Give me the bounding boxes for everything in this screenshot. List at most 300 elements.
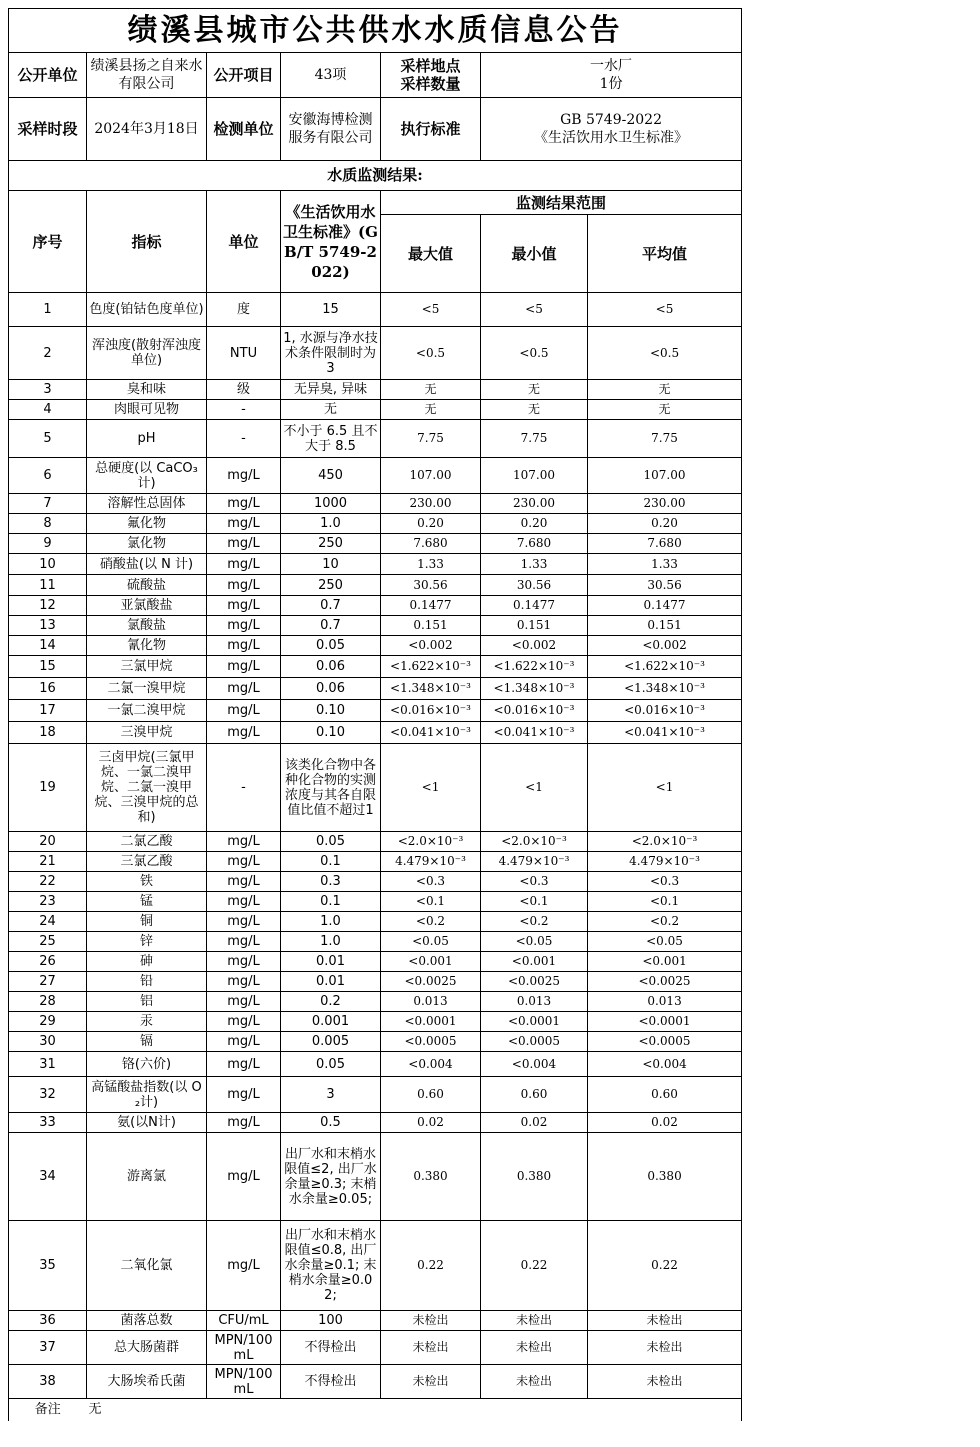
table-row: [9, 494, 742, 514]
min-cell: 30.56: [481, 575, 588, 596]
avg-cell: 0.22: [588, 1221, 742, 1311]
table-row: [9, 380, 742, 400]
min-cell: <0.002: [481, 636, 588, 656]
min-cell: <1.348×10⁻³: [481, 678, 588, 700]
min-cell: <0.0005: [481, 1032, 588, 1052]
max-cell: <2.0×10⁻³: [381, 832, 481, 852]
col-avg-header: 平均值: [588, 215, 742, 293]
seq-cell: 32: [9, 1077, 87, 1113]
min-cell: 未检出: [481, 1331, 588, 1365]
item-cell: 大肠埃希氏菌: [87, 1365, 207, 1399]
standard-cell: 1.0: [281, 514, 381, 534]
seq-cell: 29: [9, 1012, 87, 1032]
avg-cell: <0.2: [588, 912, 742, 932]
table-row: [9, 1012, 742, 1032]
min-cell: 7.680: [481, 534, 588, 554]
item-cell: 肉眼可见物: [87, 400, 207, 420]
table-row: [9, 420, 742, 458]
standard-cell: 出厂水和末梢水限值≤2, 出厂水余量≥0.3; 末梢水余量≥0.05;: [281, 1133, 381, 1221]
seq-cell: 34: [9, 1133, 87, 1221]
max-cell: 0.013: [381, 992, 481, 1012]
seq-cell: 12: [9, 596, 87, 616]
unit-cell: mg/L: [207, 1052, 281, 1077]
table-row: [9, 832, 742, 852]
standard-cell: 0.10: [281, 722, 381, 744]
standard-cell: 0.01: [281, 952, 381, 972]
min-cell: 未检出: [481, 1365, 588, 1399]
max-cell: 230.00: [381, 494, 481, 514]
seq-cell: 14: [9, 636, 87, 656]
items-label: 公开项目: [207, 53, 281, 98]
unit-cell: mg/L: [207, 912, 281, 932]
min-cell: <0.05: [481, 932, 588, 952]
avg-cell: <1: [588, 744, 742, 832]
unit-cell: -: [207, 420, 281, 458]
standard-cell: 0.1: [281, 892, 381, 912]
min-cell: 0.02: [481, 1113, 588, 1133]
standard-cell: 不得检出: [281, 1331, 381, 1365]
seq-cell: 23: [9, 892, 87, 912]
avg-cell: 30.56: [588, 575, 742, 596]
item-cell: 锰: [87, 892, 207, 912]
table-row: [9, 912, 742, 932]
seq-cell: 35: [9, 1221, 87, 1311]
item-cell: 臭和味: [87, 380, 207, 400]
seq-cell: 5: [9, 420, 87, 458]
unit-cell: mg/L: [207, 722, 281, 744]
item-cell: 砷: [87, 952, 207, 972]
item-cell: 铝: [87, 992, 207, 1012]
avg-cell: 未检出: [588, 1311, 742, 1331]
table-row: [9, 514, 742, 534]
seq-cell: 37: [9, 1331, 87, 1365]
col-max-header: 最大值: [381, 215, 481, 293]
table-row: [9, 1331, 742, 1365]
seq-cell: 36: [9, 1311, 87, 1331]
standard-cell: 不小于 6.5 且不大于 8.5: [281, 420, 381, 458]
avg-cell: 230.00: [588, 494, 742, 514]
unit-cell: 度: [207, 293, 281, 327]
min-cell: <0.016×10⁻³: [481, 700, 588, 722]
min-cell: <0.0001: [481, 1012, 588, 1032]
unit-cell: mg/L: [207, 494, 281, 514]
item-cell: 溶解性总固体: [87, 494, 207, 514]
min-cell: <0.041×10⁻³: [481, 722, 588, 744]
seq-cell: 8: [9, 514, 87, 534]
max-cell: 0.380: [381, 1133, 481, 1221]
standard-cell: 0.2: [281, 992, 381, 1012]
standard-cell: 10: [281, 554, 381, 575]
max-cell: 0.20: [381, 514, 481, 534]
col-seq-header: 序号: [9, 191, 87, 293]
table-row: [9, 744, 742, 832]
max-cell: 7.75: [381, 420, 481, 458]
avg-cell: 0.02: [588, 1113, 742, 1133]
standard-cell: 0.7: [281, 596, 381, 616]
max-cell: 1.33: [381, 554, 481, 575]
table-row: [9, 293, 742, 327]
unit-cell: mg/L: [207, 514, 281, 534]
unit-cell: NTU: [207, 327, 281, 380]
unit-cell: mg/L: [207, 534, 281, 554]
standard-cell: 3: [281, 1077, 381, 1113]
item-cell: 游离氯: [87, 1133, 207, 1221]
table-row: [9, 892, 742, 912]
col-unit-header: 单位: [207, 191, 281, 293]
avg-cell: 0.60: [588, 1077, 742, 1113]
max-cell: 7.680: [381, 534, 481, 554]
min-cell: <1.622×10⁻³: [481, 656, 588, 678]
min-cell: 0.013: [481, 992, 588, 1012]
unit-cell: MPN/100mL: [207, 1365, 281, 1399]
item-cell: 色度(铂钴色度单位): [87, 293, 207, 327]
avg-cell: <1.622×10⁻³: [588, 656, 742, 678]
max-cell: <5: [381, 293, 481, 327]
item-cell: 硝酸盐(以 N 计): [87, 554, 207, 575]
col-min-header: 最小值: [481, 215, 588, 293]
table-row: [9, 932, 742, 952]
table-row: [9, 872, 742, 892]
standard-cell: 100: [281, 1311, 381, 1331]
unit-cell: mg/L: [207, 932, 281, 952]
col-standard-header: 《生活饮用水卫生标准》(GB/T 5749-2022): [281, 191, 381, 293]
seq-cell: 22: [9, 872, 87, 892]
publisher-label: 公开单位: [9, 53, 87, 98]
max-cell: <0.05: [381, 932, 481, 952]
table-row: [9, 1133, 742, 1221]
min-cell: 0.22: [481, 1221, 588, 1311]
unit-cell: mg/L: [207, 656, 281, 678]
unit-cell: mg/L: [207, 852, 281, 872]
unit-cell: -: [207, 400, 281, 420]
water-quality-table: [8, 8, 742, 1421]
item-cell: 铁: [87, 872, 207, 892]
min-cell: 0.151: [481, 616, 588, 636]
item-cell: 一氯二溴甲烷: [87, 700, 207, 722]
avg-cell: 1.33: [588, 554, 742, 575]
unit-cell: 级: [207, 380, 281, 400]
max-cell: <0.0005: [381, 1032, 481, 1052]
max-cell: 4.479×10⁻³: [381, 852, 481, 872]
standard-cell: 0.1: [281, 852, 381, 872]
item-cell: 三氯甲烷: [87, 656, 207, 678]
avg-cell: 7.680: [588, 534, 742, 554]
standard-cell: 无异臭, 异味: [281, 380, 381, 400]
avg-cell: <0.001: [588, 952, 742, 972]
min-cell: <0.0025: [481, 972, 588, 992]
avg-cell: 7.75: [588, 420, 742, 458]
standard-cell: 0.05: [281, 636, 381, 656]
item-cell: 铜: [87, 912, 207, 932]
seq-cell: 24: [9, 912, 87, 932]
min-cell: 无: [481, 400, 588, 420]
avg-cell: 0.20: [588, 514, 742, 534]
seq-cell: 19: [9, 744, 87, 832]
min-cell: <0.2: [481, 912, 588, 932]
item-cell: 氰化物: [87, 636, 207, 656]
min-cell: 7.75: [481, 420, 588, 458]
seq-cell: 18: [9, 722, 87, 744]
table-row: [9, 616, 742, 636]
sampling-site-value: 一水厂 1份: [481, 53, 742, 98]
max-cell: 未检出: [381, 1331, 481, 1365]
item-cell: 铬(六价): [87, 1052, 207, 1077]
unit-cell: mg/L: [207, 700, 281, 722]
max-cell: <1: [381, 744, 481, 832]
avg-cell: <0.0005: [588, 1032, 742, 1052]
unit-cell: mg/L: [207, 458, 281, 494]
seq-cell: 31: [9, 1052, 87, 1077]
max-cell: <0.002: [381, 636, 481, 656]
max-cell: 0.02: [381, 1113, 481, 1133]
avg-cell: <0.0001: [588, 1012, 742, 1032]
item-cell: 镉: [87, 1032, 207, 1052]
testing-org-label: 检测单位: [207, 98, 281, 161]
table-row: [9, 992, 742, 1012]
unit-cell: -: [207, 744, 281, 832]
item-cell: 亚氯酸盐: [87, 596, 207, 616]
table-row: [9, 952, 742, 972]
unit-cell: mg/L: [207, 1133, 281, 1221]
unit-cell: MPN/100mL: [207, 1331, 281, 1365]
seq-cell: 4: [9, 400, 87, 420]
min-cell: <0.5: [481, 327, 588, 380]
item-cell: 氯化物: [87, 534, 207, 554]
seq-cell: 2: [9, 327, 87, 380]
avg-cell: <1.348×10⁻³: [588, 678, 742, 700]
unit-cell: mg/L: [207, 1221, 281, 1311]
standard-cell: 0.05: [281, 832, 381, 852]
item-cell: pH: [87, 420, 207, 458]
table-row: [9, 636, 742, 656]
standard-cell: 0.5: [281, 1113, 381, 1133]
standard-cell: 0.05: [281, 1052, 381, 1077]
avg-cell: 无: [588, 380, 742, 400]
item-cell: 菌落总数: [87, 1311, 207, 1331]
note-row: [9, 1399, 742, 1421]
table-row: [9, 722, 742, 744]
standard-cell: 不得检出: [281, 1365, 381, 1399]
item-cell: 二氧化氯: [87, 1221, 207, 1311]
min-cell: 0.60: [481, 1077, 588, 1113]
seq-cell: 13: [9, 616, 87, 636]
unit-cell: mg/L: [207, 636, 281, 656]
table-row: [9, 327, 742, 380]
avg-cell: 0.013: [588, 992, 742, 1012]
standard-cell: 250: [281, 575, 381, 596]
min-cell: 0.1477: [481, 596, 588, 616]
publisher-value: 绩溪县扬之自来水有限公司: [87, 53, 207, 98]
avg-cell: <2.0×10⁻³: [588, 832, 742, 852]
min-cell: <0.3: [481, 872, 588, 892]
max-cell: 0.151: [381, 616, 481, 636]
section-title: 水质监测结果:: [9, 161, 742, 191]
standard-cell: 450: [281, 458, 381, 494]
avg-cell: <5: [588, 293, 742, 327]
table-row: [9, 852, 742, 872]
min-cell: 0.20: [481, 514, 588, 534]
standard-cell: 1.0: [281, 912, 381, 932]
unit-cell: mg/L: [207, 575, 281, 596]
item-cell: 汞: [87, 1012, 207, 1032]
standard-cell: 1, 水源与净水技术条件限制时为 3: [281, 327, 381, 380]
avg-cell: <0.5: [588, 327, 742, 380]
item-cell: 二氯一溴甲烷: [87, 678, 207, 700]
item-cell: 锌: [87, 932, 207, 952]
unit-cell: mg/L: [207, 1032, 281, 1052]
standard-cell: 0.3: [281, 872, 381, 892]
note-value: 无: [87, 1399, 742, 1421]
max-cell: <0.3: [381, 872, 481, 892]
item-cell: 浑浊度(散射浑浊度单位): [87, 327, 207, 380]
item-cell: 铅: [87, 972, 207, 992]
table-row: [9, 656, 742, 678]
standard-cell: 1000: [281, 494, 381, 514]
max-cell: 0.60: [381, 1077, 481, 1113]
unit-cell: mg/L: [207, 892, 281, 912]
table-row: [9, 458, 742, 494]
unit-cell: mg/L: [207, 832, 281, 852]
max-cell: <0.0001: [381, 1012, 481, 1032]
avg-cell: 0.151: [588, 616, 742, 636]
min-cell: 230.00: [481, 494, 588, 514]
seq-cell: 28: [9, 992, 87, 1012]
seq-cell: 20: [9, 832, 87, 852]
max-cell: 0.1477: [381, 596, 481, 616]
unit-cell: CFU/mL: [207, 1311, 281, 1331]
unit-cell: mg/L: [207, 596, 281, 616]
min-cell: 0.380: [481, 1133, 588, 1221]
unit-cell: mg/L: [207, 554, 281, 575]
standard-cell: 15: [281, 293, 381, 327]
seq-cell: 1: [9, 293, 87, 327]
table-row: [9, 1052, 742, 1077]
min-cell: 1.33: [481, 554, 588, 575]
standard-value: GB 5749-2022 《生活饮用水卫生标准》: [481, 98, 742, 161]
seq-cell: 6: [9, 458, 87, 494]
standard-cell: 250: [281, 534, 381, 554]
max-cell: <0.001: [381, 952, 481, 972]
seq-cell: 33: [9, 1113, 87, 1133]
item-cell: 氨(以N计): [87, 1113, 207, 1133]
standard-cell: 该类化合物中各种化合物的实测浓度与其各自限值比值不超过1: [281, 744, 381, 832]
min-cell: <2.0×10⁻³: [481, 832, 588, 852]
table-row: [9, 700, 742, 722]
unit-cell: mg/L: [207, 616, 281, 636]
max-cell: 无: [381, 380, 481, 400]
seq-cell: 9: [9, 534, 87, 554]
max-cell: <1.622×10⁻³: [381, 656, 481, 678]
standard-cell: 出厂水和末梢水限值≤0.8, 出厂水余量≥0.1; 末梢水余量≥0.02;: [281, 1221, 381, 1311]
col-range-header: 监测结果范围: [381, 191, 742, 215]
standard-cell: 无: [281, 400, 381, 420]
standard-cell: 1.0: [281, 932, 381, 952]
seq-cell: 17: [9, 700, 87, 722]
avg-cell: <0.016×10⁻³: [588, 700, 742, 722]
max-cell: <0.1: [381, 892, 481, 912]
item-cell: 总大肠菌群: [87, 1331, 207, 1365]
unit-cell: mg/L: [207, 872, 281, 892]
unit-cell: mg/L: [207, 952, 281, 972]
avg-cell: 无: [588, 400, 742, 420]
avg-cell: <0.004: [588, 1052, 742, 1077]
seq-cell: 16: [9, 678, 87, 700]
min-cell: <0.001: [481, 952, 588, 972]
table-row: [9, 678, 742, 700]
unit-cell: mg/L: [207, 992, 281, 1012]
min-cell: 107.00: [481, 458, 588, 494]
avg-cell: 107.00: [588, 458, 742, 494]
table-row: [9, 1311, 742, 1331]
min-cell: <0.004: [481, 1052, 588, 1077]
seq-cell: 38: [9, 1365, 87, 1399]
min-cell: 无: [481, 380, 588, 400]
standard-label: 执行标准: [381, 98, 481, 161]
table-row: [9, 554, 742, 575]
max-cell: <0.016×10⁻³: [381, 700, 481, 722]
items-value: 43项: [281, 53, 381, 98]
avg-cell: 未检出: [588, 1365, 742, 1399]
max-cell: 0.22: [381, 1221, 481, 1311]
avg-cell: <0.3: [588, 872, 742, 892]
testing-org-value: 安徽海博检测服务有限公司: [281, 98, 381, 161]
standard-cell: 0.005: [281, 1032, 381, 1052]
item-cell: 三氯乙酸: [87, 852, 207, 872]
note-label: 备注: [9, 1399, 87, 1421]
table-row: [9, 972, 742, 992]
avg-cell: <0.1: [588, 892, 742, 912]
item-cell: 氟化物: [87, 514, 207, 534]
unit-cell: mg/L: [207, 1113, 281, 1133]
max-cell: <0.5: [381, 327, 481, 380]
max-cell: 无: [381, 400, 481, 420]
max-cell: <1.348×10⁻³: [381, 678, 481, 700]
standard-cell: 0.06: [281, 656, 381, 678]
seq-cell: 11: [9, 575, 87, 596]
page-title: 绩溪县城市公共供水水质信息公告: [9, 9, 742, 53]
standard-cell: 0.001: [281, 1012, 381, 1032]
unit-cell: mg/L: [207, 972, 281, 992]
max-cell: <0.2: [381, 912, 481, 932]
max-cell: 30.56: [381, 575, 481, 596]
table-row: [9, 596, 742, 616]
standard-cell: 0.01: [281, 972, 381, 992]
seq-cell: 15: [9, 656, 87, 678]
sampling-date-label: 采样时段: [9, 98, 87, 161]
avg-cell: <0.05: [588, 932, 742, 952]
max-cell: <0.041×10⁻³: [381, 722, 481, 744]
min-cell: 4.479×10⁻³: [481, 852, 588, 872]
unit-cell: mg/L: [207, 678, 281, 700]
max-cell: 107.00: [381, 458, 481, 494]
standard-cell: 0.10: [281, 700, 381, 722]
seq-cell: 10: [9, 554, 87, 575]
sampling-date-value: 2024年3月18日: [87, 98, 207, 161]
col-item-header: 指标: [87, 191, 207, 293]
table-row: [9, 1365, 742, 1399]
max-cell: 未检出: [381, 1365, 481, 1399]
avg-cell: 4.479×10⁻³: [588, 852, 742, 872]
seq-cell: 3: [9, 380, 87, 400]
seq-cell: 30: [9, 1032, 87, 1052]
item-cell: 三溴甲烷: [87, 722, 207, 744]
unit-cell: mg/L: [207, 1012, 281, 1032]
seq-cell: 21: [9, 852, 87, 872]
seq-cell: 26: [9, 952, 87, 972]
table-row: [9, 1032, 742, 1052]
seq-cell: 25: [9, 932, 87, 952]
item-cell: 硫酸盐: [87, 575, 207, 596]
